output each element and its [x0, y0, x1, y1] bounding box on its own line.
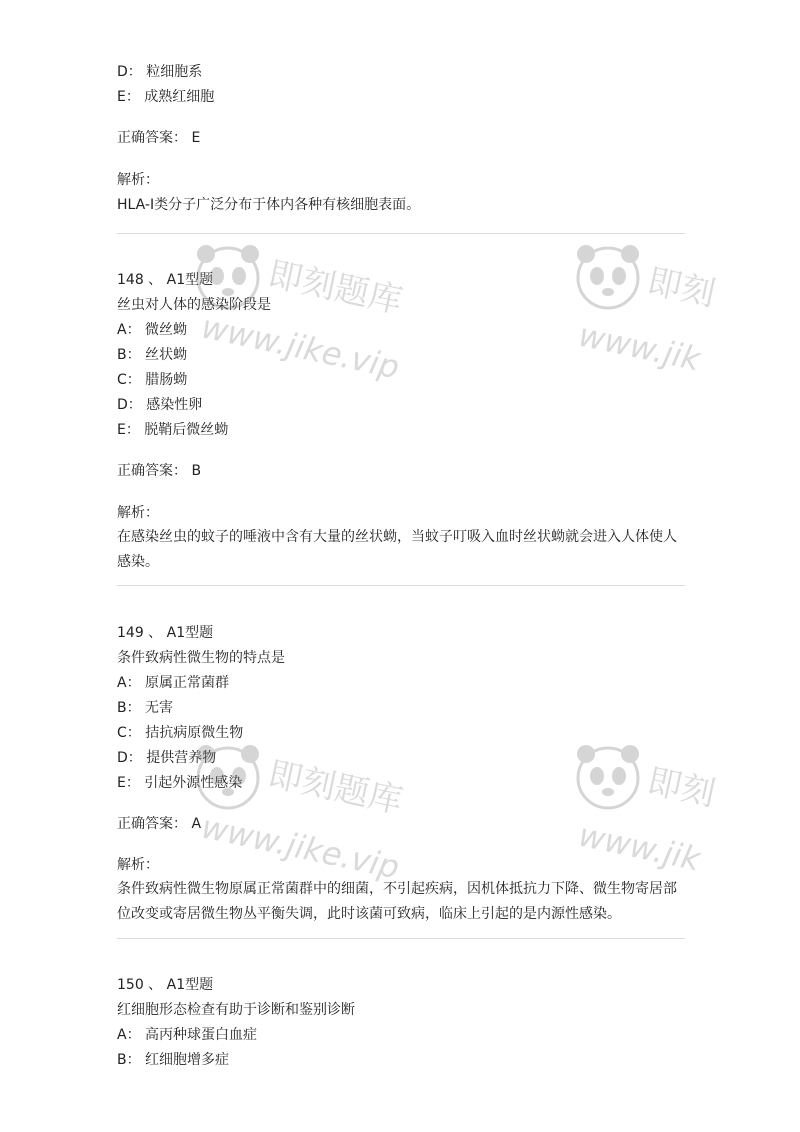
option-e: E： 脱鞘后微丝蚴 — [117, 422, 229, 438]
watermark — [190, 738, 420, 887]
option-d: D： 粒细胞系 — [117, 64, 203, 80]
option-e: E： 成熟红细胞 — [117, 89, 215, 105]
analysis-label: 解析： — [117, 505, 159, 521]
option-b: B： 无害 — [117, 700, 174, 716]
option-b: B： 丝状蚴 — [117, 347, 188, 363]
option-a: A： 高丙种球蛋白血症 — [117, 1027, 258, 1043]
option-c: C： 拮抗病原微生物 — [117, 725, 244, 741]
watermark-url: www.jik — [575, 815, 704, 879]
option-d: D： 感染性卵 — [117, 397, 203, 413]
analysis-text: 条件致病性微生物原属正常菌群中的细菌，不引起疾病，因机体抵抗力下降、微生物寄居部位改变或寄居微生物丛平衡失调，此时该菌可致病，临床上引起的是内源性感染。 — [117, 881, 677, 922]
watermark — [570, 238, 719, 379]
watermark-brand: 即刻题库 — [264, 754, 406, 822]
question-stem: 红细胞形态检查有助于诊断和鉴别诊断 — [117, 1002, 355, 1018]
watermark-brand: 即刻 — [643, 261, 719, 315]
watermark-url: www.jik — [575, 315, 704, 379]
question-stem: 条件致病性微生物的特点是 — [117, 650, 285, 666]
question-header: 150 、 A1型题 — [117, 977, 214, 993]
analysis-label: 解析： — [117, 857, 159, 873]
correct-answer: 正确答案： E — [117, 130, 201, 146]
analysis-text: 在感染丝虫的蚊子的唾液中含有大量的丝状蚴，当蚊子叮吸入血时丝状蚴就会进入人体使人感染。 — [117, 529, 677, 570]
watermark — [570, 738, 719, 879]
question-divider — [117, 585, 685, 586]
watermark-brand: 即刻题库 — [264, 254, 406, 322]
correct-answer: 正确答案： A — [117, 816, 202, 832]
panda-logo-icon — [570, 238, 646, 314]
option-c: C： 腊肠蚴 — [117, 372, 188, 388]
watermark-brand: 即刻 — [643, 761, 719, 815]
question-header: 149 、 A1型题 — [117, 625, 214, 641]
watermark-url: www.jike.vip — [198, 307, 403, 387]
question-divider — [117, 233, 685, 234]
option-a: A： 微丝蚴 — [117, 322, 188, 338]
panda-logo-icon — [570, 738, 646, 814]
watermark-url: www.jike.vip — [198, 807, 403, 887]
question-header: 148 、 A1型题 — [117, 272, 214, 288]
option-a: A： 原属正常菌群 — [117, 675, 230, 691]
correct-answer: 正确答案： B — [117, 463, 202, 479]
option-d: D： 提供营养物 — [117, 750, 217, 766]
option-b: B： 红细胞增多症 — [117, 1052, 230, 1068]
question-divider — [117, 938, 685, 939]
analysis-label: 解析： — [117, 172, 159, 188]
analysis-text: HLA-I类分子广泛分布于体内各种有核细胞表面。 — [117, 197, 421, 213]
option-e: E： 引起外源性感染 — [117, 775, 243, 791]
question-stem: 丝虫对人体的感染阶段是 — [117, 297, 271, 313]
